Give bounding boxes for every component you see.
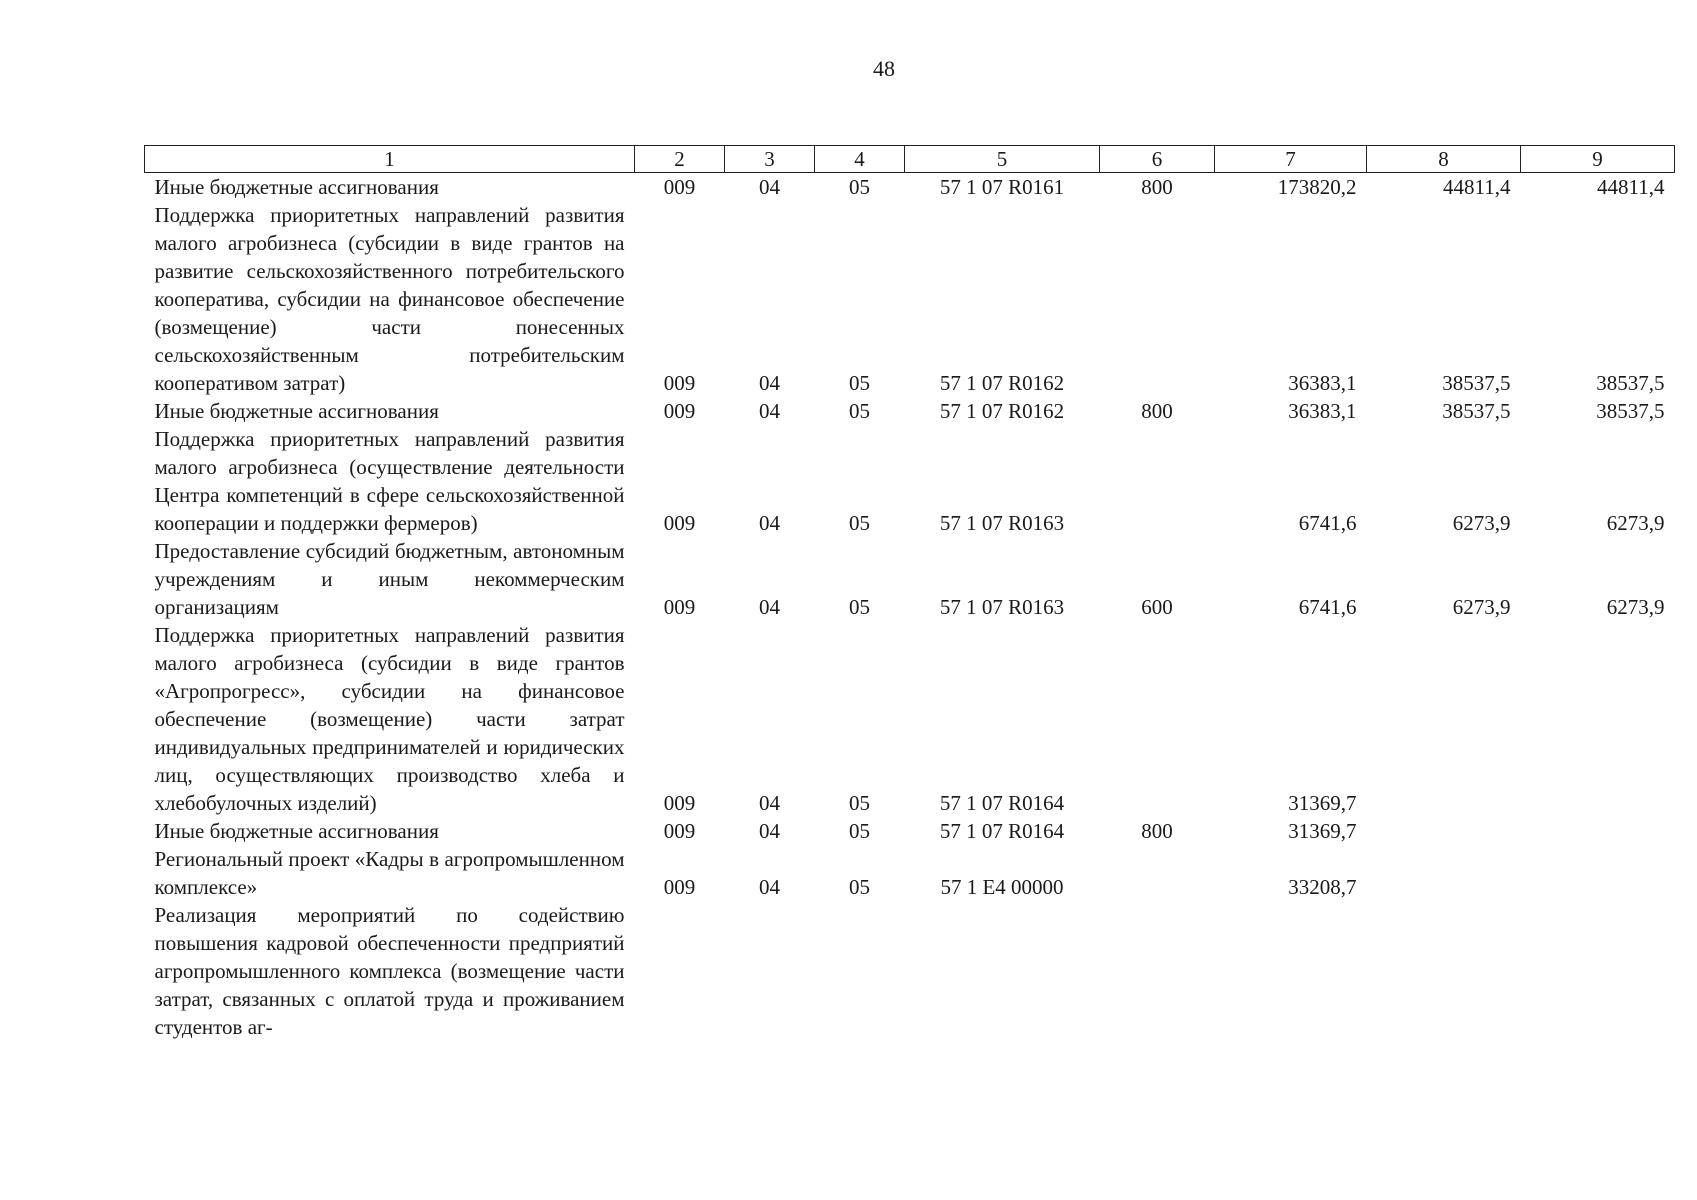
table-row: [145, 397, 1675, 425]
cell-target-code: 57 1 07 R0161: [939, 175, 1065, 199]
cell-ministry: 009: [663, 399, 696, 423]
cell-amount-7: 31369,7: [1288, 819, 1357, 843]
cell-expense-type: [1100, 201, 1215, 397]
cell-amount-8: 44811,4: [1443, 175, 1511, 199]
cell-amount-9: 44811,4: [1597, 175, 1665, 199]
cell-target-code: 57 1 E4 00000: [940, 875, 1064, 899]
cell-target-code: 57 1 07 R0163: [939, 511, 1065, 535]
cell-amount-9: [1521, 621, 1675, 817]
table-row: [145, 425, 1675, 537]
cell-amount-8: 6273,9: [1452, 595, 1511, 619]
cell-amount-7: 6741,6: [1298, 511, 1357, 535]
cell-amount-8: [1367, 621, 1521, 817]
cell-section: [725, 901, 815, 1041]
row-name: Поддержка приоритетных направлений развития малого агробизнеса (субсидии в виде грантов на развитие сельскохозяйственного потребительского кооператива, субсидии на финансовое обеспечение (возмещение) части понесенных сельскохозяйственным потребительским кооперативом затрат): [154, 203, 625, 395]
cell-amount-9: 38537,5: [1596, 371, 1665, 395]
cell-amount-8: [1367, 901, 1521, 1041]
cell-section: 04: [759, 875, 780, 899]
cell-amount-9: 6273,9: [1606, 595, 1665, 619]
budget-table: [144, 145, 1675, 1041]
cell-amount-9: [1521, 845, 1675, 901]
cell-section: 04: [759, 511, 780, 535]
cell-expense-type: 800: [1141, 819, 1173, 843]
cell-subsection: 05: [849, 791, 870, 815]
column-header: 8: [1367, 146, 1521, 173]
row-name: Поддержка приоритетных направлений развития малого агробизнеса (осуществление деятельности Центра компетенций в сфере сельскохозяйственной кооперации и поддержки фермеров): [154, 427, 625, 535]
cell-section: 04: [759, 791, 780, 815]
cell-subsection: 05: [849, 875, 870, 899]
cell-amount-7: 33208,7: [1288, 875, 1357, 899]
cell-amount-7: 173820,2: [1277, 175, 1357, 199]
table-row: [145, 817, 1675, 845]
cell-amount-8: [1367, 817, 1521, 845]
cell-ministry: 009: [663, 511, 696, 535]
cell-subsection: 05: [849, 819, 870, 843]
cell-subsection: 05: [849, 511, 870, 535]
cell-expense-type: 600: [1141, 595, 1173, 619]
cell-expense-type: [1100, 621, 1215, 817]
column-header: 5: [905, 146, 1100, 173]
cell-target-code: 57 1 07 R0164: [939, 791, 1065, 815]
row-name: Поддержка приоритетных направлений развития малого агробизнеса (субсидии в виде грантов «Агропрогресс», субсидии на финансовое обеспечение (возмещение) части затрат индивидуальных предпринимателей и юридических лиц, осуществляющих производство хлеба и хлебобулочных изделий): [154, 623, 625, 815]
cell-expense-type: 800: [1141, 175, 1173, 199]
row-name: Реализация мероприятий по содействию повышения кадровой обеспеченности предприятий агропромышленного комплекса (возмещение части затрат, связанных с оплатой труда и проживанием студентов аг-: [154, 903, 625, 1039]
cell-section: 04: [759, 819, 780, 843]
cell-section: 04: [759, 595, 780, 619]
row-name: Региональный проект «Кадры в агропромышленном комплексе»: [154, 847, 625, 899]
column-header: 3: [725, 146, 815, 173]
table-row: [145, 621, 1675, 817]
row-name: Предоставление субсидий бюджетным, автономным учреждениям и иным некоммерческим организациям: [154, 539, 625, 619]
cell-ministry: 009: [663, 175, 696, 199]
cell-target-code: 57 1 07 R0162: [939, 399, 1065, 423]
table-row: [145, 901, 1675, 1041]
cell-amount-8: 6273,9: [1452, 511, 1511, 535]
column-header: 6: [1100, 146, 1215, 173]
cell-expense-type: 800: [1141, 399, 1173, 423]
cell-amount-9: [1521, 901, 1675, 1041]
cell-subsection: 05: [849, 595, 870, 619]
cell-ministry: 009: [663, 875, 696, 899]
row-name: Иные бюджетные ассигнования: [154, 399, 439, 423]
cell-ministry: 009: [663, 595, 696, 619]
cell-amount-8: 38537,5: [1442, 399, 1511, 423]
cell-subsection: 05: [849, 371, 870, 395]
cell-expense-type: [1100, 845, 1215, 901]
cell-amount-9: [1521, 817, 1675, 845]
cell-amount-9: 38537,5: [1596, 399, 1665, 423]
cell-amount-7: 36383,1: [1288, 399, 1357, 423]
column-header: 9: [1521, 146, 1675, 173]
cell-amount-8: 38537,5: [1442, 371, 1511, 395]
cell-amount-7: 36383,1: [1288, 371, 1357, 395]
table-row: [145, 173, 1675, 202]
cell-amount-9: 6273,9: [1606, 511, 1665, 535]
table-row: [145, 845, 1675, 901]
cell-ministry: 009: [663, 371, 696, 395]
cell-amount-7: 31369,7: [1288, 791, 1357, 815]
cell-ministry: 009: [663, 819, 696, 843]
cell-section: 04: [759, 371, 780, 395]
cell-target-code: [905, 901, 1100, 1041]
page-number: 48: [873, 56, 895, 81]
cell-subsection: [815, 901, 905, 1041]
column-header: 4: [815, 146, 905, 173]
cell-ministry: [635, 901, 725, 1041]
column-header: 1: [145, 146, 635, 173]
cell-section: 04: [759, 175, 780, 199]
cell-subsection: 05: [849, 399, 870, 423]
cell-ministry: 009: [663, 791, 696, 815]
cell-target-code: 57 1 07 R0164: [939, 819, 1065, 843]
cell-amount-8: [1367, 845, 1521, 901]
cell-expense-type: [1100, 901, 1215, 1041]
table-row: [145, 537, 1675, 621]
cell-section: 04: [759, 399, 780, 423]
row-name: Иные бюджетные ассигнования: [154, 819, 439, 843]
cell-amount-7: 6741,6: [1298, 595, 1357, 619]
row-name: Иные бюджетные ассигнования: [154, 175, 439, 199]
cell-subsection: 05: [849, 175, 870, 199]
column-header: 2: [635, 146, 725, 173]
cell-amount-7: [1215, 901, 1367, 1041]
table-row: [145, 201, 1675, 397]
column-header: 7: [1215, 146, 1367, 173]
cell-target-code: 57 1 07 R0163: [939, 595, 1065, 619]
cell-target-code: 57 1 07 R0162: [939, 371, 1065, 395]
cell-expense-type: [1100, 425, 1215, 537]
table-header: [145, 146, 1675, 173]
